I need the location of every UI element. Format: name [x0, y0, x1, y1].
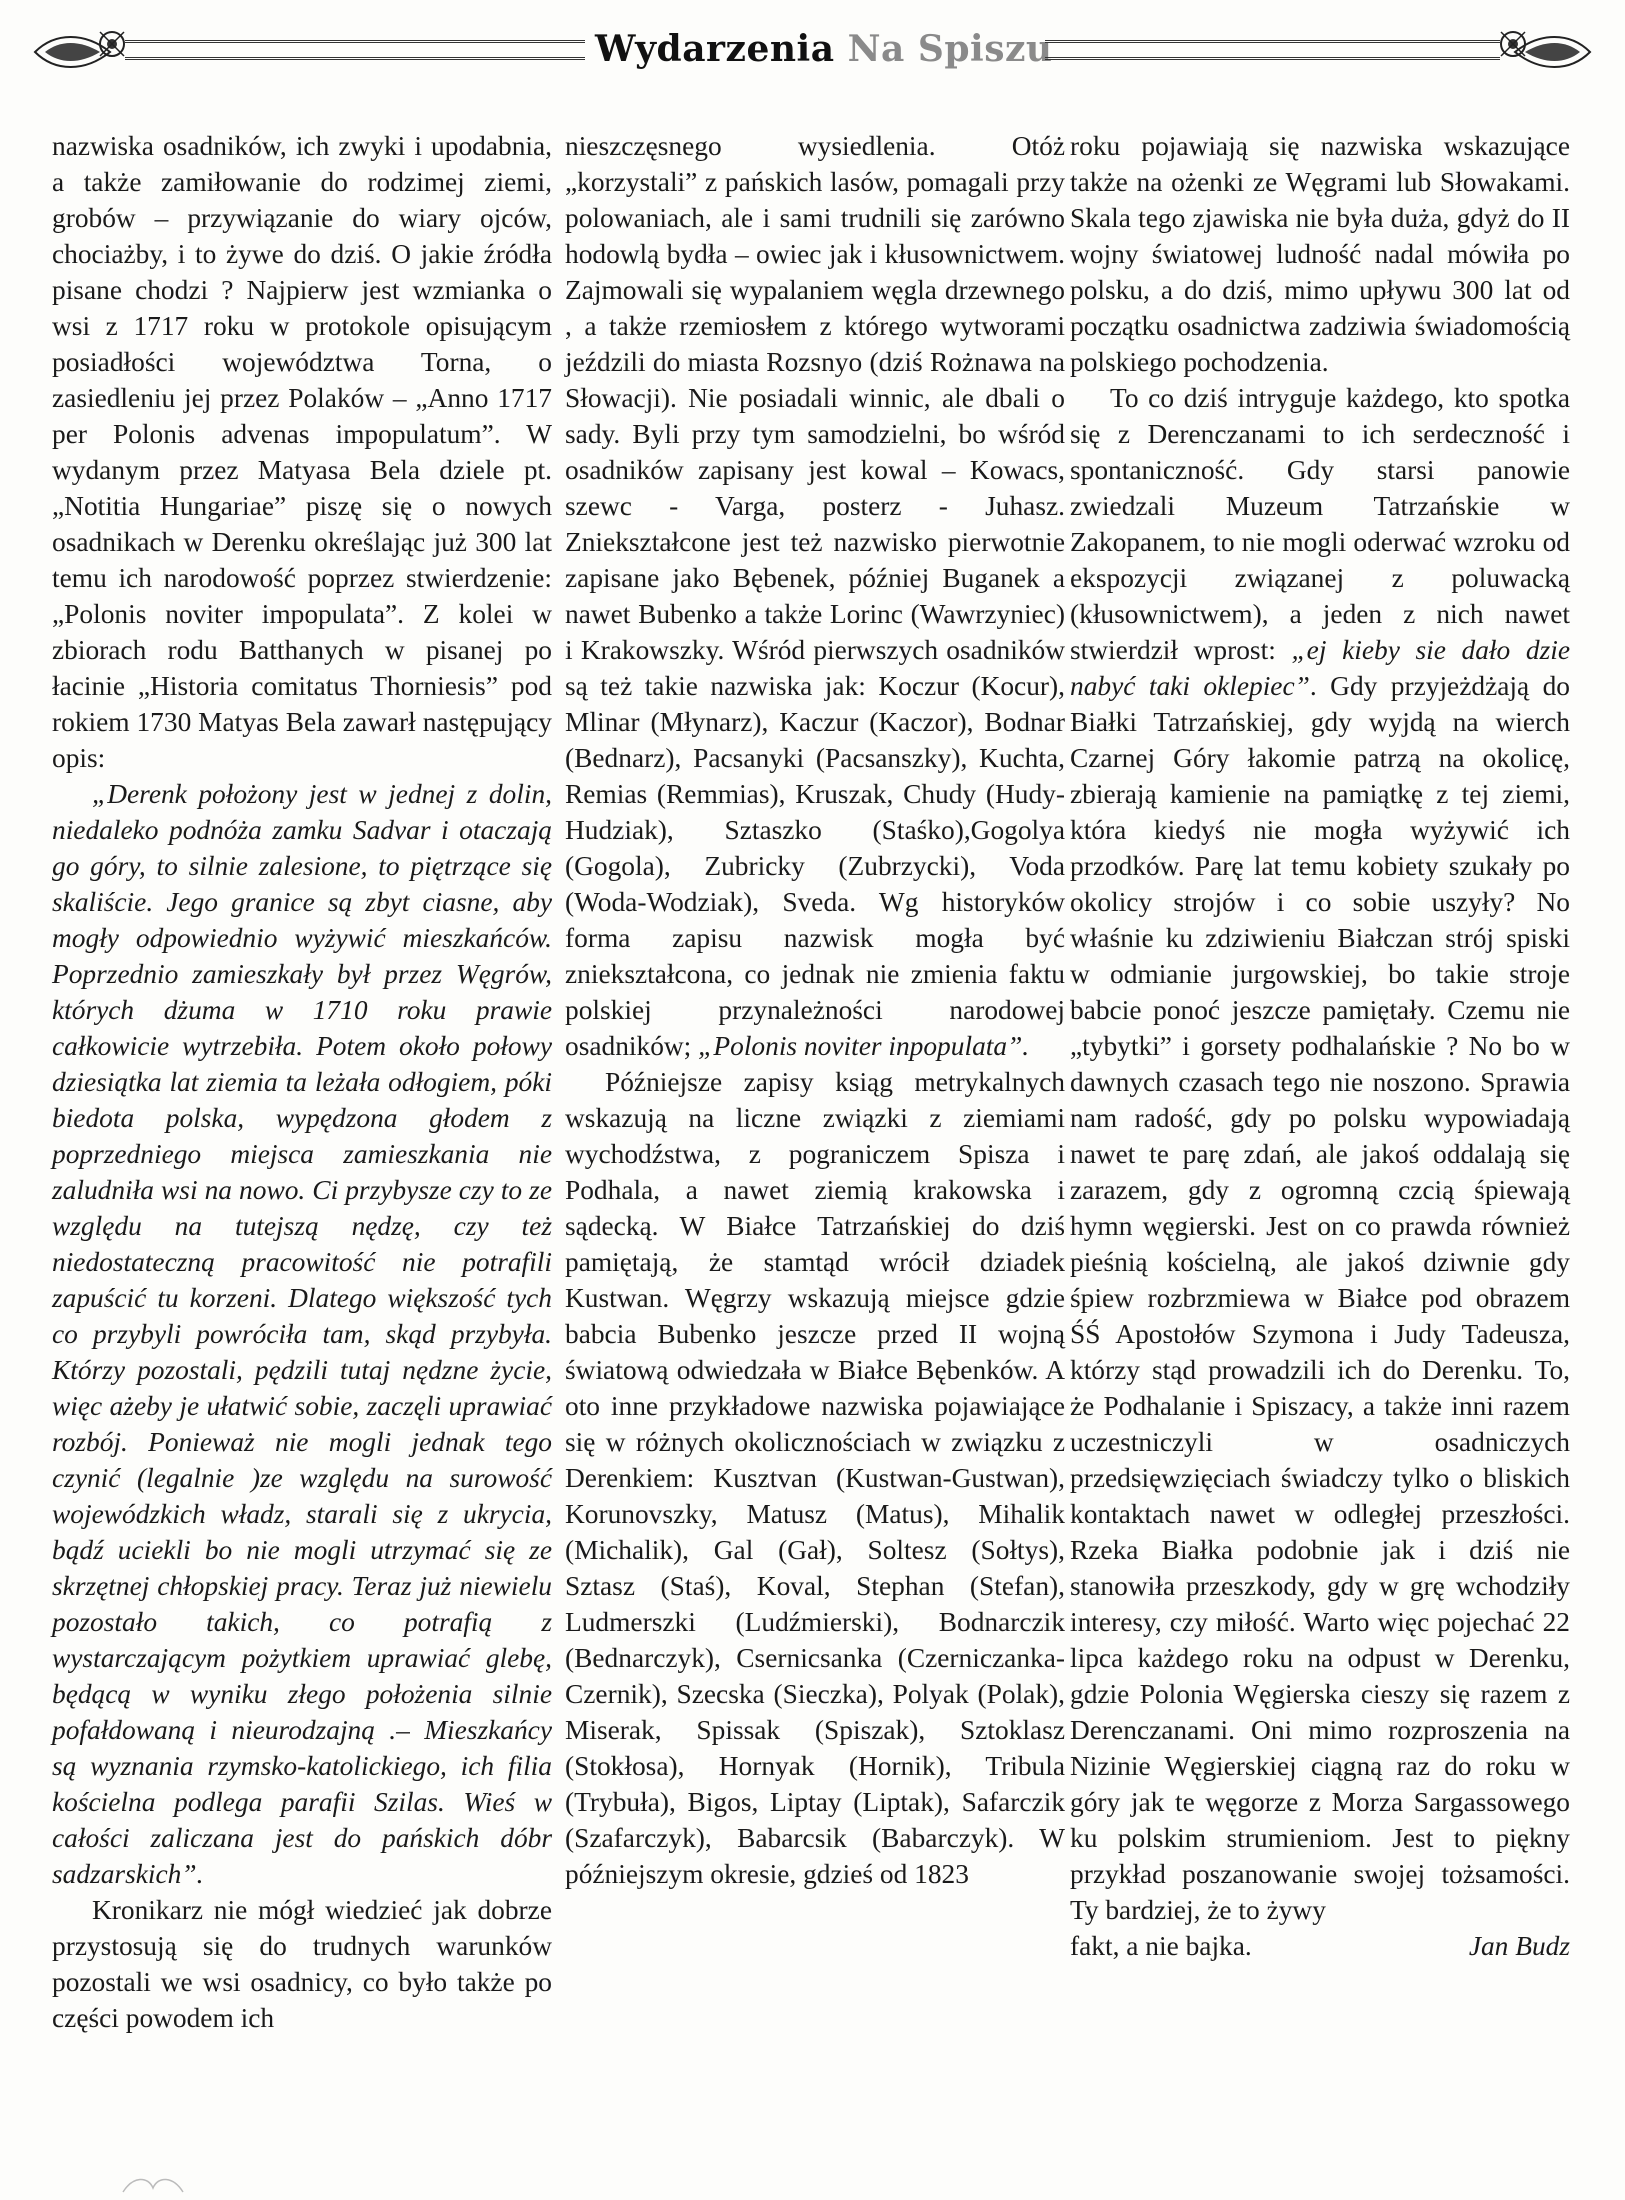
header-rule-right [1045, 40, 1500, 60]
paragraph: Kronikarz nie mógł wiedzieć jak dobrze przystosują się do trudnych warunków pozostali we wsi osadnicy, co było także po części powodem ich [52, 1895, 552, 2033]
article-column-3 [1070, 128, 1570, 1964]
paragraph: roku pojawiają się nazwiska wskazujące także na ożenki ze Węgrami lub Słowakami. Skala tego zjawiska nie była duża, gdyż do II wojny światowej ludność nadal mówiła po polsku, a do dziś, mimo upływu 300 lat od początku osadnictwa zadziwia świadomością polskiego pochodzenia. [1070, 131, 1570, 377]
inline-quote: „Polonis noviter inpopulata”. [698, 1031, 1030, 1061]
floral-ornament-icon [118, 2174, 188, 2196]
paragraph: Późniejsze zapisy ksiąg metrykalnych wskazują na liczne związki z ziemiami wychodźstwa, z pograniczem Spisza i Podhala, a nawet ziemią krakowska i sądecką. W Białce Tatrzańskiej do dziś pamiętają, że stamtąd wrócił dziadek Kustwan. Węgrzy wskazują miejsce gdzie babcia Bubenko jeszcze przed II wojną światową odwiedzała w Białce Bębenków. A oto inne przykładowe nazwiska pojawiające się w różnych okolicznościach w związku z Derenkiem: Kusztvan (Kustwan-Gustwan), Korunovszky, Matusz (Matus), Mihalik (Michalik), Gal (Gał), Soltesz (Sołtys), Sztasz (Staś), Koval, Stephan (Stefan), Ludmerszki (Ludźmierski), Bodnarczik (Bednarczyk), Csernicsanka (Czerniczanka-Czernik), Szecska (Sieczka), Polyak (Polak), Miserak, Spissak (Spiszak), Sztoklasz (Stokłosa), Hornyak (Hornik), Tribula (Trybuła), Bigos, Liptay (Liptak), Safarczik (Szafarczyk), Babarcsik (Babarczyk). W późniejszym okresie, gdzieś od 1823 [565, 1067, 1065, 1889]
article-column-2 [565, 128, 1065, 1892]
paragraph: nazwiska osadników, ich zwyki i upodabnia, a także zamiłowanie do rodzimej ziemi, grobów – przywiązanie do wiary ojców, chociażby, i to żywe do dziś. O jakie źródła pisane chodzi ? Najpierw jest wzmianka o wsi z 1717 roku w protokole opisującym posiadłości województwa Torna, o zasiedleniu jej przez Polaków – „Anno 1717 per Polonis advenas impopulatum”. W wydanym przez Matyasa Bela dziele pt. „Notitia Hungariae” piszę się o nowych osadnikach w Derenku określając już 300 lat temu ich narodowość poprzez stwierdzenie: „Polonis noviter impopulata”. Z kolei w zbiorach rodu Batthanych w pisanej po łacinie „Historia comitatus Thorniesis” pod rokiem 1730 Matyas Bela zawarł następujący opis: [52, 131, 552, 773]
title-part-2: Na Spiszu [847, 28, 1053, 70]
author-name: Jan Budz [1468, 1931, 1570, 1961]
paragraph-text: . Gdy przyjeżdżają do Białki Tatrzańskiej, gdy wyjdą na wierch Czarnej Góry łakomie patrzą na okolicę, zbierają kamienie na pamiątkę z tej ziemi, która kiedyś nie mogła wyżywić ich przodków. Parę lat temu kobiety szukały po okolicy strojów i co sobie uszyły? No właśnie ku zdziwieniu Białczan strój spiski w odmianie jurgowskiej, bo takie stroje babcie ponoć jeszcze pamiętały. Czemu nie „tybytki” i gorsety podhalańskie ? No bo w dawnych czasach tego nie noszono. Sprawia nam radość, gdy po polsku wypowiadają nawet te parę zdań, ale jakoś oddalają się zarazem, gdy z ogromną czcią śpiewają hymn węgierski. Jest on co prawda również pieśnią kościelną, ale jakoś dziwnie gdy śpiew rozbrzmiewa w Białce pod obrazem ŚŚ Apostołów Szymona i Judy Tadeusza, którzy stąd prowadzili ich do Derenku. To, że Podhalanie i Spiszacy, a także inni razem uczestniczyli w osadniczych przedsięwzięciach świadczy tylko o bliskich kontaktach nawet w odległej przeszłości. Rzeka Białka podobnie jak i dziś nie stanowiła przeszkody, gdy w grę wchodziły interesy, czy miłość. Warto więc pojechać 22 lipca każdego roku na odpust w Derenku, gdzie Polonia Węgierska cieszy się razem z Derenczanami. Oni mimo rozproszenia na Nizinie Węgierskiej ciągną raz do roku w góry jak te węgorze z Morza Sargassowego ku polskim strumieniom. Jest to piękny przykład poszanowanie swojej tożsamości. Ty bardziej, że to żywy [1070, 671, 1570, 1925]
floral-ornament-icon [1495, 22, 1595, 82]
title-part-1: Wydarzenia [595, 28, 835, 70]
paragraph-text: To co dziś intryguje każdego, kto spotka się z Derenczanami to ich serdeczność i spontaniczność. Gdy starsi panowie zwiedzali Muzeum Tatrzańskie w Zakopanem, to nie mogli oderwać wzroku od ekspozycji związanej z poluwacką (kłusownictwem), a jeden z nich nawet stwierdził wprost: [1070, 383, 1570, 665]
article-column-1 [52, 128, 552, 2036]
paragraph-text: nieszczęsnego wysiedlenia. Otóż „korzystali” z pańskich lasów, pomagali przy polowaniach, ale i sami trudnili się zarówno hodowlą bydła – owiec jak i kłusownictwem. Zajmowali się wypalaniem węgla drzewnego , a także rzemiosłem z którego wytworami jeździli do miasta Rozsnyo (dziś Rożnawa na Słowacji). Nie posiadali winnic, ale dbali o sady. Byli przy tym samodzielni, bo wśród osadników zapisany jest kowal – Kowacs, szewc - Varga, posterz - Juhasz. Zniekształcone jest też nazwisko pierwotnie zapisane jako Bębenek, później Buganek a nawet Bubenko a także Lorinc (Wawrzyniec) i Krakowszky. Wśród pierwszych osadników są też takie nazwiska jak: Koczur (Kocur), Mlinar (Młynarz), Kaczur (Kaczor), Bodnar (Bednarz), Pacsanyki (Pacsanszky), Kuchta, Remias (Remmias), Kruszak, Chudy (Hudy-Hudziak), Sztaszko (Staśko),Gogolya (Gogola), Zubricky (Zubrzycki), Voda (Woda-Wodziak), Sveda. Wg historyków forma zapisu nazwisk mogła być zniekształcona, co jednak nie zmienia faktu polskiej przynależności narodowej osadników; [565, 131, 1065, 1061]
paragraph [1070, 380, 1570, 1928]
page-header [30, 18, 1595, 88]
signature-line [1070, 1928, 1570, 1964]
closing-text: fakt, a nie bajka. [1070, 1931, 1252, 1961]
paragraph [565, 128, 1065, 1064]
floral-ornament-icon [30, 22, 130, 82]
header-rule-left [125, 40, 585, 60]
historical-quote: „Derenk położony jest w jednej z dolin, niedaleko podnóża zamku Sadvar i otaczają go góry, to silnie zalesione, to piętrzące się skaliście. Jego granice są zbyt ciasne, aby mogły odpowiednio wyżywić mieszkańców. Poprzednio zamieszkały był przez Węgrów, których dżuma w 1710 roku prawie całkowicie wytrzebiła. Potem około połowy dziesiątka lat ziemia ta leżała odłogiem, póki biedota polska, wypędzona głodem z poprzedniego miejsca zamieszkania nie zaludniła wsi na nowo. Ci przybysze czy to ze względu na tutejszą nędzę, czy też niedostateczną pracowitość nie potrafili zapuścić tu korzeni. Dlatego większość tych co przybyli powróciła tam, skąd przybyła. Którzy pozostali, pędzili tutaj nędzne życie, więc ażeby je ułatwić sobie, zaczęli uprawiać rozbój. Ponieważ nie mogli jednak tego czynić (legalnie )ze względu na surowość wojewódzkich władz, starali się z ukrycia, bądź uciekli bo nie mogli utrzymać się ze skrzętnej chłopskiej pracy. Teraz już niewielu pozostało takich, co potrafią z wystarczającym pożytkiem uprawiać glebę, będącą w wyniku złego położenia silnie pofałdowaną i nieurodzajną .– Mieszkańcy są wyznania rzymsko-katolickiego, ich filia kościelna podlega parafii Szilas. Wieś w całości zaliczana jest do pańskich dóbr sadzarskich”. [52, 779, 552, 1889]
page-title [595, 28, 1053, 70]
inline-quote: „ej kieby sie dało dzie nabyć taki oklepiec” [1070, 635, 1570, 701]
